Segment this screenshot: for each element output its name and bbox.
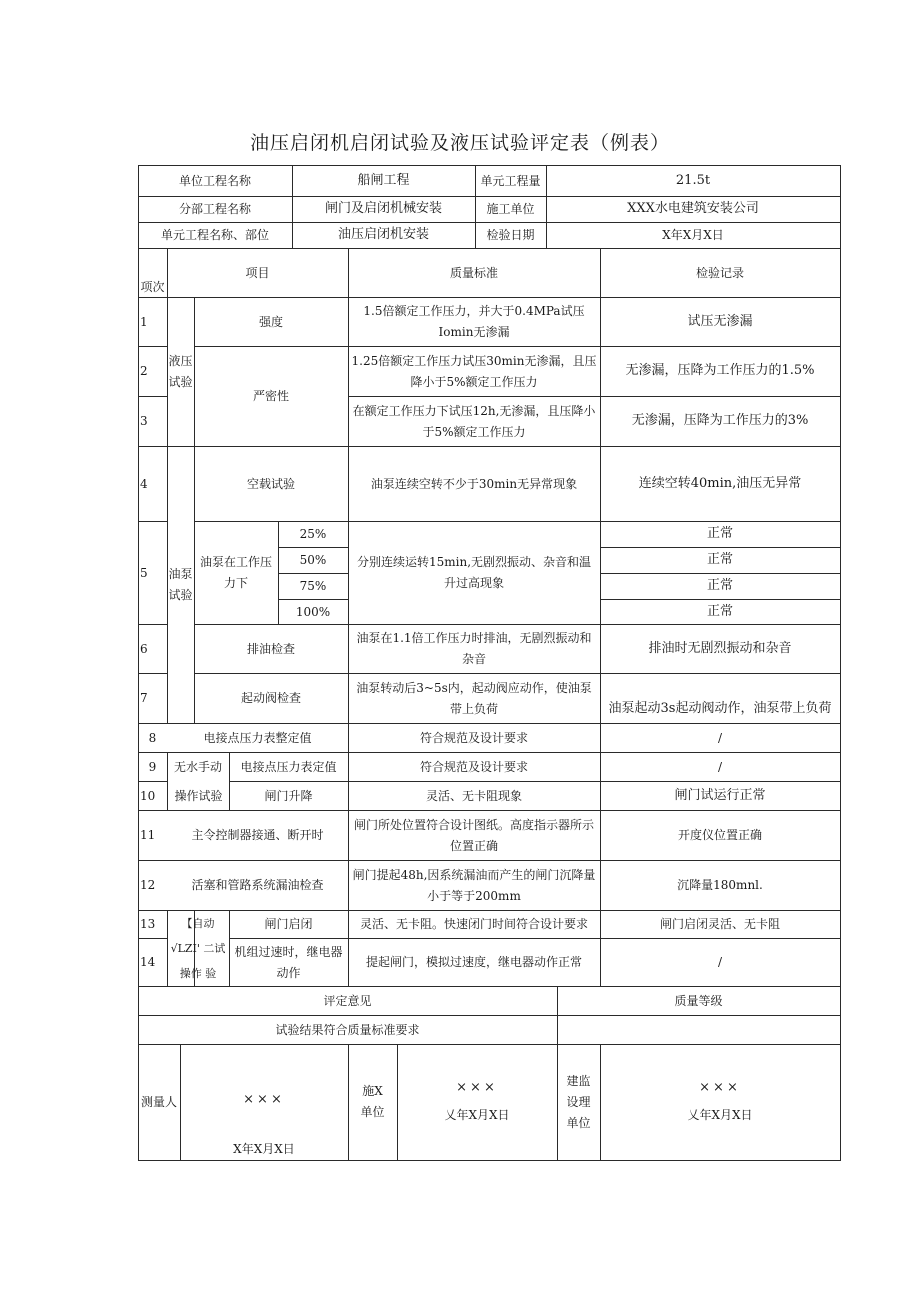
row-1-item: 强度 (258, 314, 283, 329)
supervisor-name: ××× (699, 1079, 741, 1095)
pump-test-group: 油泵试验 (168, 567, 193, 602)
row-9-item: 电接点压力表定值 (240, 759, 337, 774)
contractor-value: XXX水电建筑安装公司 (627, 201, 759, 217)
row-5-record-50: 正常 (706, 552, 733, 568)
element-quantity-value: 21.5t (675, 172, 711, 188)
row-9-no: 9 (148, 759, 157, 774)
row-3-record: 无渗漏，压降为工作压力的3% (631, 413, 809, 429)
evaluation-opinion-value: 试验结果符合质量标准要求 (275, 1022, 420, 1037)
row-5-record-75: 正常 (706, 578, 733, 594)
row-7-no: 7 (140, 691, 148, 705)
row-13-item: 闸门启闭 (264, 917, 313, 931)
row-6-standard: 油泵在1.1倍工作压力时排油，无剧烈振动和杂音 (356, 631, 592, 666)
row-11-record: 开度仪位置正确 (677, 828, 762, 842)
row-5-record-100: 正常 (706, 603, 733, 619)
row-4-no: 4 (140, 476, 148, 491)
unit-project-name-value: 船闸工程 (357, 172, 410, 188)
row-8-standard: 符合规范及设计要求 (419, 730, 528, 745)
row-4-record: 连续空转40min,油压无异常 (638, 475, 802, 491)
row-13-record: 闸门启闭灵活、无卡阻 (659, 917, 780, 931)
builder-name: ××× (456, 1079, 498, 1095)
row-14-record: / (717, 955, 723, 969)
row-3-no: 3 (140, 414, 148, 428)
supervisor-label: 建监设理单位 (566, 1073, 591, 1130)
element-name-label: 单元工程名称、部位 (160, 228, 269, 242)
row-5-sub-75: 75% (299, 579, 327, 593)
row-13-standard: 灵活、无卡阻。快速闭门时间符合设计要求 (359, 917, 588, 931)
contractor-label: 施工单位 (486, 202, 535, 216)
row-5-record-25: 正常 (706, 526, 733, 542)
sub-project-name-value: 闸门及启闭机械安装 (324, 201, 442, 217)
measurer-name: ××× (243, 1091, 285, 1107)
row-2-item: 严密性 (252, 389, 289, 403)
row-5-sub-50: 50% (299, 553, 327, 567)
unit-project-name-label: 单位工程名称 (178, 173, 251, 188)
record-column-header: 检验记录 (695, 265, 744, 280)
row-2-no: 2 (140, 364, 148, 378)
row-2-record: 无渗漏，压降为工作压力的1.5% (625, 363, 815, 379)
row-8-item: 电接点压力表整定值 (203, 730, 312, 745)
row-9-record: / (717, 759, 723, 774)
inspection-date-label: 检验日期 (486, 228, 535, 242)
auto-op-group-a: 【自动 (181, 916, 215, 930)
element-quantity-label: 单元工程量 (480, 173, 541, 188)
row-12-record: 沉降量180mnl. (677, 878, 763, 892)
row-8-record: / (717, 730, 723, 745)
row-5-no: 5 (140, 565, 148, 580)
row-14-no: 14 (140, 955, 156, 969)
row-7-standard: 油泵转动后3~5s内，起动阀应动作，使油泵带上负荷 (356, 680, 592, 716)
row-11-no: 11 (140, 828, 156, 842)
row-9-standard: 符合规范及设计要求 (419, 759, 528, 774)
row-5-sub-100: 100% (295, 604, 331, 619)
row-11-standard: 闸门所处位置符合设计图纸。高度指示器所示位置正确 (353, 817, 594, 853)
row-6-no: 6 (140, 641, 148, 656)
auto-op-group-b: √LZI' 二试 (170, 941, 226, 955)
sub-project-name-label: 分部工程名称 (178, 202, 251, 216)
row-12-standard: 闸门提起48h,因系统漏油而产生的闸门沉降量小于等于200mm (352, 867, 596, 903)
row-5-standard: 分别连续运转15min,无剧烈振动、杂音和温升过高现象 (356, 555, 592, 590)
row-13-no: 13 (140, 917, 156, 931)
row-12-item: 活塞和管路系统漏油检查 (191, 878, 324, 892)
row-4-standard: 油泵连续空转不少于30min无异常现象 (370, 476, 578, 491)
measurer-date: X年X月X日 (233, 1141, 295, 1156)
item-column-header: 项目 (245, 265, 270, 280)
element-name-value: 油压启闭机安装 (337, 227, 429, 243)
row-1-no: 1 (140, 314, 148, 329)
row-10-record: 闸门试运行正常 (674, 787, 766, 803)
row-14-item: 机组过速时，继电器动作 (234, 944, 343, 980)
row-7-record: 油泵起动3s起动阀动作，油泵带上负荷 (608, 701, 832, 717)
evaluation-opinion-label: 评定意见 (323, 993, 372, 1008)
row-10-no: 10 (140, 788, 156, 803)
auto-op-group-c: 操作 验 (179, 966, 217, 980)
row-10-item: 闸门升降 (264, 788, 313, 803)
page-title: 油压启闭机启闭试验及液压试验评定表（例表） (249, 132, 670, 154)
quality-grade-value (557, 1016, 840, 1044)
row-6-item: 排油检查 (246, 641, 295, 656)
row-4-item: 空载试验 (246, 476, 295, 491)
row-1-standard: 1.5倍额定工作压力，并大于0.4MPa试压Iomin无渗漏 (363, 304, 585, 339)
manual-op-group-b: 操作试验 (174, 788, 223, 803)
inspection-date-value: X年X月X日 (662, 228, 724, 242)
row-5-sub-25: 25% (299, 527, 327, 541)
manual-op-group-a: 无水手动 (173, 759, 222, 774)
supervisor-date: 乂年X月X日 (687, 1107, 753, 1122)
row-3-standard: 在额定工作压力下试压12h,无渗漏，且压降小于5%额定工作压力 (352, 403, 596, 439)
row-10-standard: 灵活、无卡阻现象 (425, 788, 522, 803)
row-14-standard: 提起闸门，模拟过速度，继电器动作正常 (365, 955, 582, 969)
measurer-label: 测量人 (140, 1095, 177, 1109)
standard-column-header: 质量标准 (449, 265, 498, 280)
hydraulic-test-group: 液压试验 (168, 354, 193, 389)
row-2-standard: 1.25倍额定工作压力试压30min无渗漏，且压降小于5%额定工作压力 (351, 353, 597, 389)
row-6-record: 排油时无剧烈振动和杂音 (648, 640, 792, 656)
row-7-item: 起动阀检查 (240, 691, 301, 705)
row-5-item: 油泵在工作压力下 (200, 555, 273, 590)
row-8-no: 8 (148, 730, 157, 745)
builder-label: 施X单位 (360, 1084, 385, 1119)
seq-column-header: 项次 (140, 280, 165, 294)
row-12-no: 12 (140, 878, 156, 892)
builder-date: 乂年X月X日 (444, 1107, 510, 1122)
row-11-item: 主令控制器接通、断开时 (191, 828, 324, 842)
quality-grade-label: 质量等级 (674, 993, 723, 1008)
row-1-record: 试压无渗漏 (687, 313, 753, 329)
